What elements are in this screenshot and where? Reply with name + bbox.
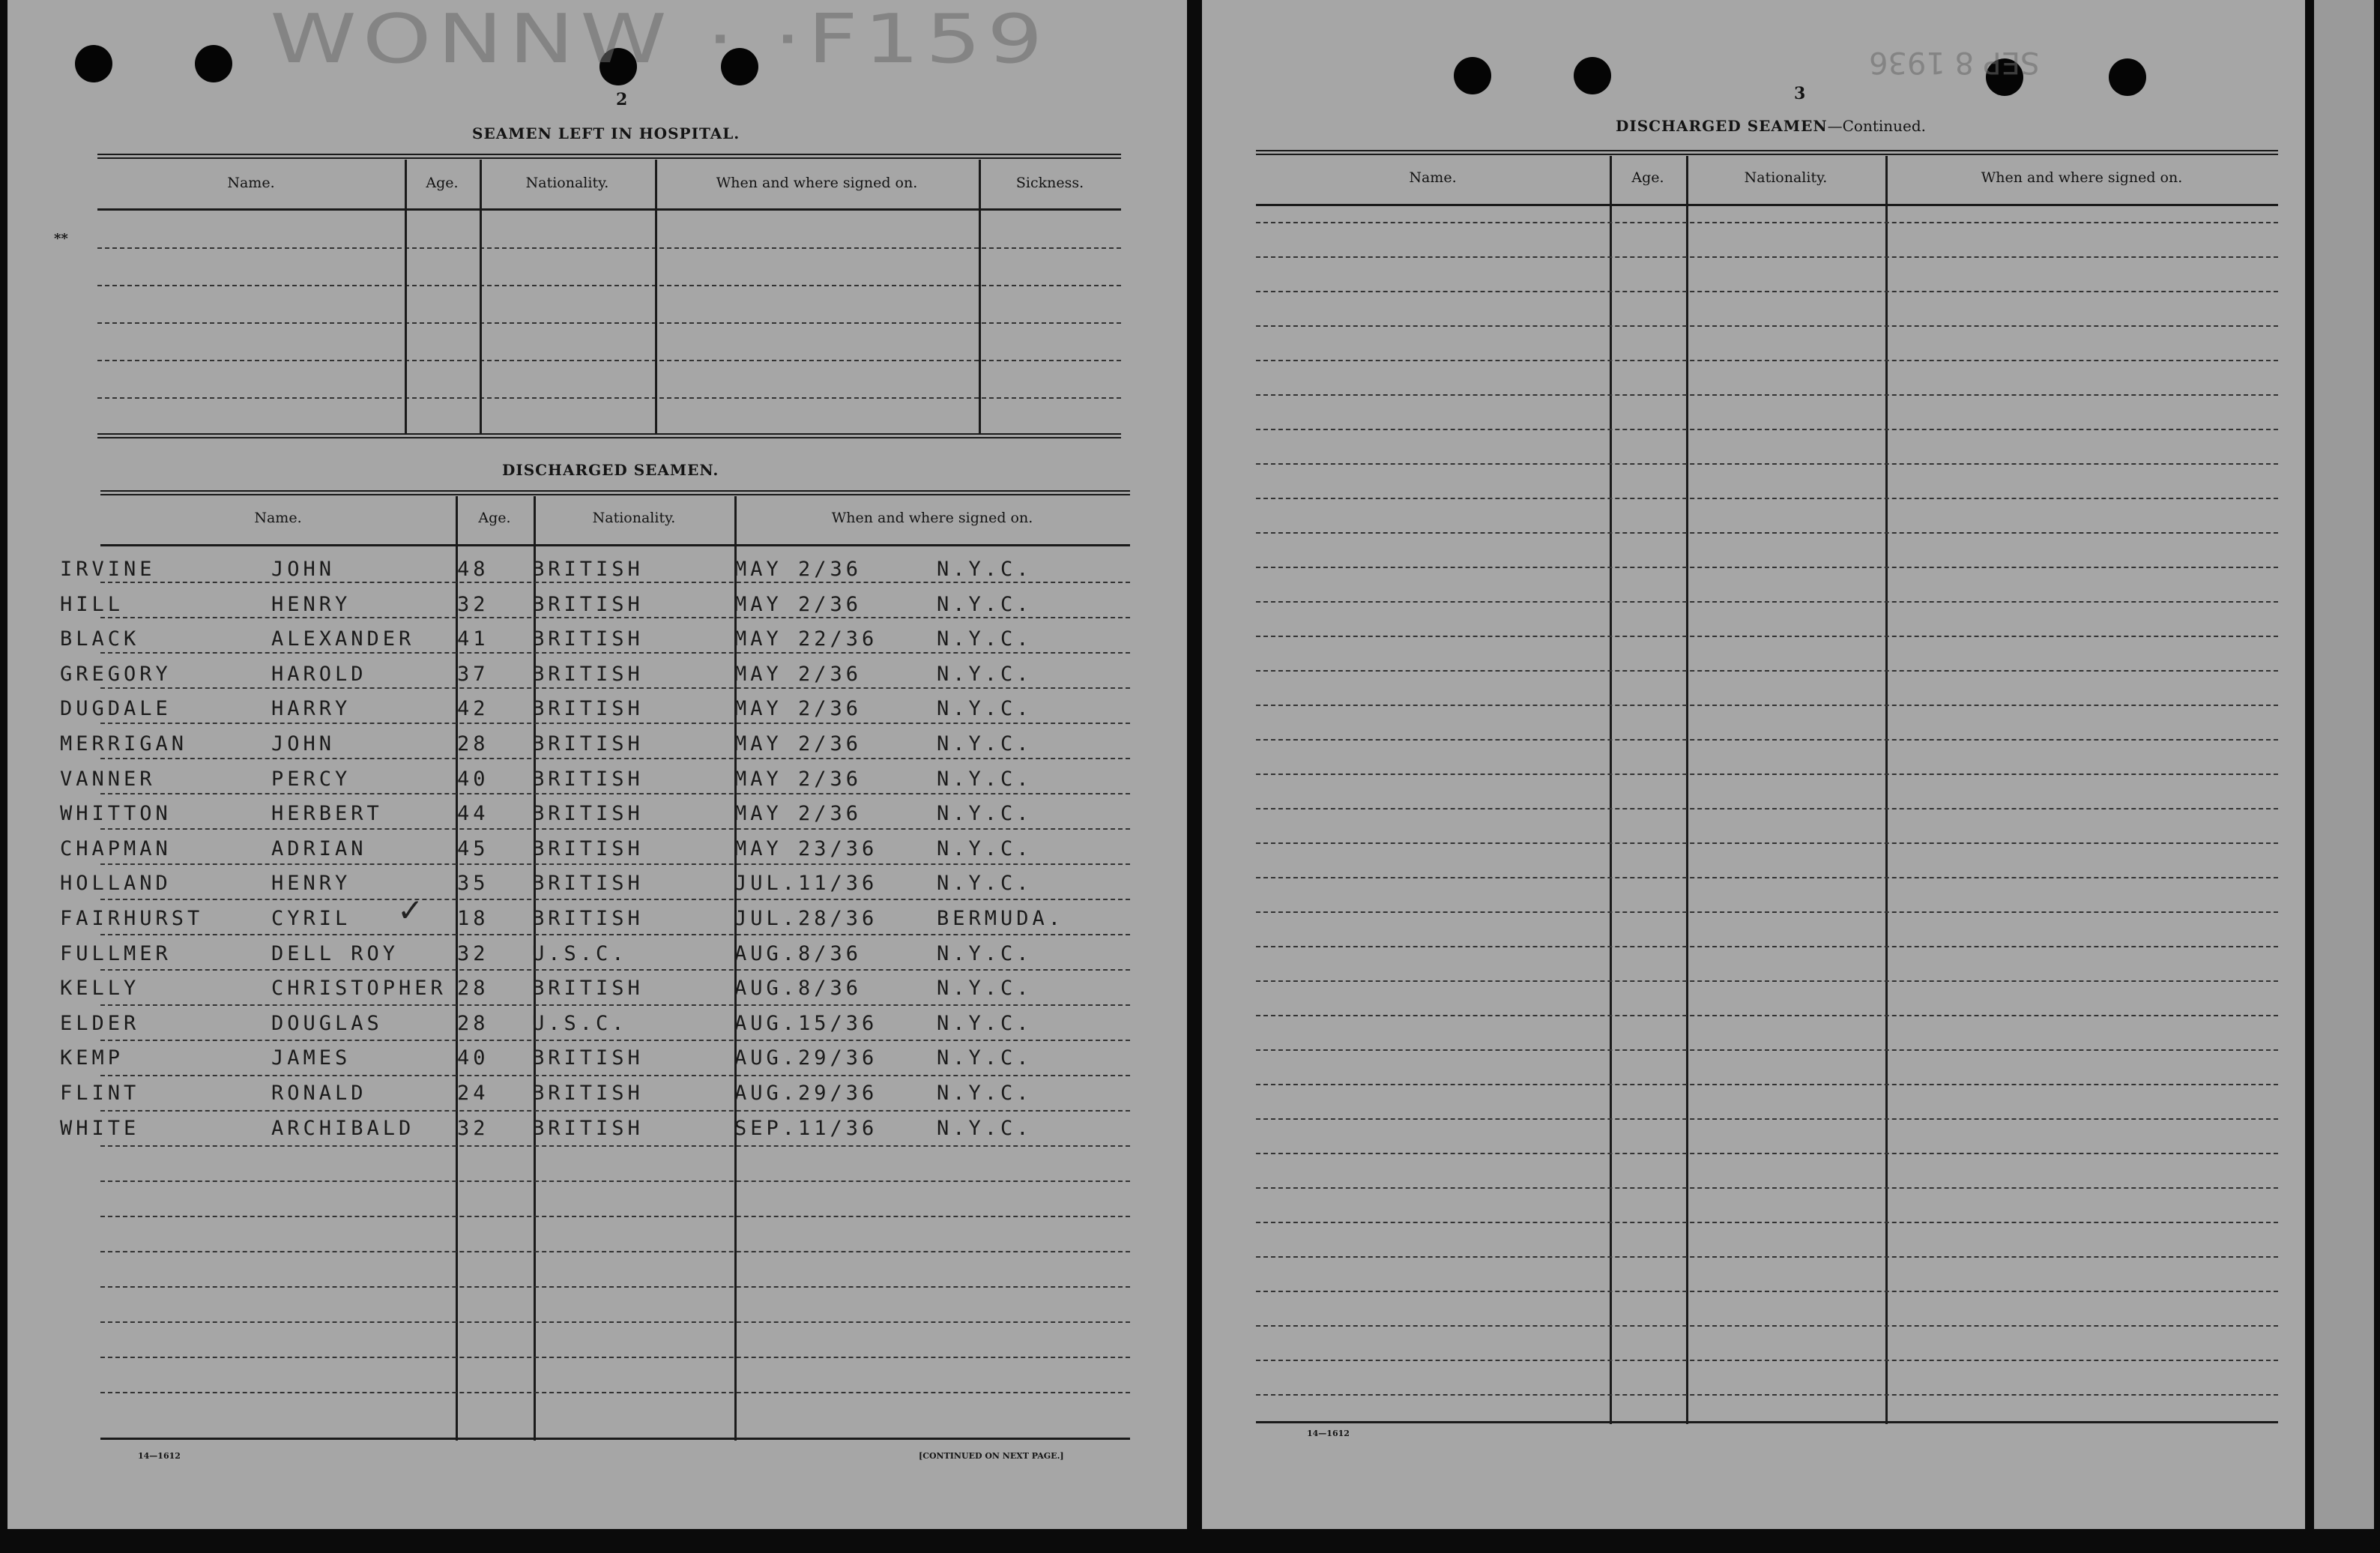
punch-hole	[2109, 58, 2146, 96]
table-row	[7, 658, 1187, 693]
cell-date: MAY 2/36	[734, 558, 863, 581]
cell-age: 28	[457, 977, 489, 1001]
cell-date: MAY 2/36	[734, 732, 863, 756]
cell-surname: ELDER	[60, 1011, 140, 1035]
table-row	[7, 867, 1187, 902]
cell-nationality: BRITISH	[532, 977, 644, 1001]
cell-date: MAY 2/36	[734, 697, 863, 721]
ruled-line	[1256, 325, 2278, 327]
table-row	[7, 938, 1187, 972]
ruled-line	[1256, 1222, 2278, 1223]
cell-nationality: BRITISH	[532, 697, 644, 721]
cell-nationality: BRITISH	[532, 767, 644, 791]
discharged-section-title: DISCHARGED SEAMEN.	[502, 461, 719, 479]
ruled-line	[1256, 739, 2278, 741]
page-number: 2	[616, 90, 628, 109]
table-row	[7, 797, 1187, 832]
ruled-line	[1256, 1084, 2278, 1085]
cell-given: RONALD	[271, 1082, 367, 1105]
header-age: Age.	[426, 175, 459, 191]
cell-surname: FAIRHURST	[60, 907, 204, 930]
cell-place: N.Y.C.	[937, 836, 1033, 860]
cell-given: HENRY	[271, 592, 351, 616]
ruled-line	[1256, 1325, 2278, 1327]
cell-age: 28	[457, 1011, 489, 1035]
header-nationality: Nationality.	[525, 175, 609, 191]
cell-given: DOUGLAS	[271, 1011, 383, 1035]
table-row	[7, 972, 1187, 1007]
title-main: DISCHARGED SEAMEN	[1616, 117, 1828, 135]
ruled-line	[1256, 256, 2278, 258]
cell-age: 40	[457, 1046, 489, 1070]
table-row	[7, 1077, 1187, 1112]
hospital-section-title: SEAMEN LEFT IN HOSPITAL.	[472, 124, 740, 142]
cell-date: MAY 2/36	[734, 767, 863, 791]
cell-given: HERBERT	[271, 802, 383, 826]
cell-age: 32	[457, 1116, 489, 1140]
cell-given: HAROLD	[271, 662, 367, 686]
table-row	[7, 728, 1187, 762]
cell-nationality: BRITISH	[532, 558, 644, 581]
ruled-line	[1256, 1291, 2278, 1292]
cell-place: N.Y.C.	[937, 592, 1033, 616]
table-row	[7, 763, 1187, 797]
cell-nationality: U.S.C.	[532, 1011, 628, 1035]
cell-given: JOHN	[271, 558, 336, 581]
cell-place: N.Y.C.	[937, 872, 1033, 896]
header-nationality: Nationality.	[1744, 169, 1828, 186]
header-name: Name.	[227, 175, 275, 191]
cell-surname: KEMP	[60, 1046, 124, 1070]
cell-given: HENRY	[271, 872, 351, 896]
cell-place: N.Y.C.	[937, 732, 1033, 756]
cell-given: HARRY	[271, 697, 351, 721]
table-row	[7, 1112, 1187, 1147]
ruled-line	[1256, 532, 2278, 534]
bleed-through-handwriting: WONNW · ·F159	[270, 0, 1049, 79]
cell-nationality: BRITISH	[532, 836, 644, 860]
cell-age: 41	[457, 627, 489, 651]
cell-nationality: U.S.C.	[532, 941, 628, 965]
cell-date: MAY 2/36	[734, 592, 863, 616]
ruled-line	[1256, 360, 2278, 361]
ruled-line	[1256, 1118, 2278, 1120]
cell-nationality: BRITISH	[532, 732, 644, 756]
cell-surname: FULLMER	[60, 941, 172, 965]
cell-age: 48	[457, 558, 489, 581]
cell-nationality: BRITISH	[532, 627, 644, 651]
page-number: 3	[1794, 84, 1806, 103]
cell-nationality: BRITISH	[532, 907, 644, 930]
cell-place: N.Y.C.	[937, 1011, 1033, 1035]
cell-age: 35	[457, 872, 489, 896]
continued-table	[1256, 150, 2278, 1424]
ruled-line	[1256, 842, 2278, 844]
cell-given: PERCY	[271, 767, 351, 791]
hospital-marker: **	[54, 231, 68, 247]
ruled-line	[1256, 705, 2278, 706]
ruled-line	[1256, 222, 2278, 223]
cell-age: 45	[457, 836, 489, 860]
ruled-line	[1256, 1394, 2278, 1396]
cell-surname: CHAPMAN	[60, 836, 172, 860]
cell-place: N.Y.C.	[937, 1046, 1033, 1070]
cell-date: AUG.8/36	[734, 941, 863, 965]
cell-surname: HOLLAND	[60, 872, 172, 896]
cell-given: CHRISTOPHER	[271, 977, 447, 1001]
cell-age: 42	[457, 697, 489, 721]
cell-place: N.Y.C.	[937, 1082, 1033, 1105]
cell-given: JOHN	[271, 732, 336, 756]
form-number: 14—1612	[138, 1451, 181, 1461]
table-row	[7, 1007, 1187, 1042]
page-edge	[2314, 0, 2374, 1529]
ruled-line	[1256, 498, 2278, 499]
header-signed-on: When and where signed on.	[831, 510, 1033, 526]
ruled-line	[1256, 1360, 2278, 1361]
cell-surname: FLINT	[60, 1082, 140, 1105]
cell-place: N.Y.C.	[937, 1116, 1033, 1140]
header-signed-on: When and where signed on.	[716, 175, 918, 191]
cell-given: DELL ROY	[271, 941, 399, 965]
form-number: 14—1612	[1307, 1429, 1350, 1438]
cell-age: 18	[457, 907, 489, 930]
table-row	[7, 553, 1187, 588]
cell-surname: VANNER	[60, 767, 156, 791]
cell-place: N.Y.C.	[937, 802, 1033, 826]
cell-date: SEP.11/36	[734, 1116, 878, 1140]
cell-date: AUG.29/36	[734, 1082, 878, 1105]
ruled-line	[1256, 601, 2278, 603]
cell-place: N.Y.C.	[937, 697, 1033, 721]
cell-surname: KELLY	[60, 977, 140, 1001]
punch-hole	[1454, 57, 1491, 94]
discharged-rows	[7, 0, 1187, 1529]
cell-given: ADRIAN	[271, 836, 367, 860]
ruled-line	[1256, 980, 2278, 982]
cell-given: ARCHIBALD	[271, 1116, 415, 1140]
header-name: Name.	[1409, 169, 1457, 186]
cell-surname: MERRIGAN	[60, 732, 188, 756]
right-section-title	[1616, 117, 1926, 135]
table-row	[7, 623, 1187, 657]
cell-place: BERMUDA.	[937, 907, 1065, 930]
cell-surname: BLACK	[60, 627, 140, 651]
ruled-line	[1256, 291, 2278, 292]
cell-place: N.Y.C.	[937, 627, 1033, 651]
header-signed-on: When and where signed on.	[1981, 169, 2183, 186]
table-row	[7, 892, 1187, 937]
header-sickness: Sickness.	[1015, 175, 1084, 191]
ruled-line	[1256, 946, 2278, 947]
cell-surname: HILL	[60, 592, 124, 616]
cell-date: JUL.11/36	[734, 872, 878, 896]
cell-nationality: BRITISH	[532, 592, 644, 616]
ruled-line	[1256, 1153, 2278, 1154]
header-nationality: Nationality.	[592, 510, 676, 526]
ruled-line	[1256, 636, 2278, 637]
cell-surname: IRVINE	[60, 558, 156, 581]
ruled-line	[1256, 429, 2278, 430]
header-age: Age.	[478, 510, 511, 526]
cell-nationality: BRITISH	[532, 1046, 644, 1070]
cell-place: N.Y.C.	[937, 767, 1033, 791]
table-row	[7, 1042, 1187, 1076]
ruled-line	[1256, 774, 2278, 775]
ruled-line	[1256, 463, 2278, 465]
ruled-line	[1256, 1049, 2278, 1051]
table-row	[7, 693, 1187, 727]
cell-nationality: BRITISH	[532, 872, 644, 896]
cell-place: N.Y.C.	[937, 977, 1033, 1001]
ruled-line	[1256, 1015, 2278, 1016]
ruled-line	[1256, 1256, 2278, 1258]
cell-date: MAY 2/36	[734, 802, 863, 826]
left-page	[7, 0, 1187, 1529]
cell-surname: WHITTON	[60, 802, 172, 826]
cell-surname: WHITE	[60, 1116, 140, 1140]
cell-age: 32	[457, 592, 489, 616]
ruled-line	[1256, 808, 2278, 809]
cell-date: MAY 2/36	[734, 662, 863, 686]
ruled-line	[1256, 394, 2278, 396]
cell-given: JAMES	[271, 1046, 351, 1070]
cell-place: N.Y.C.	[937, 662, 1033, 686]
cell-age: 44	[457, 802, 489, 826]
ruled-line	[1256, 911, 2278, 913]
header-age: Age.	[1631, 169, 1664, 186]
cell-date: AUG.15/36	[734, 1011, 878, 1035]
cell-given: ALEXANDER	[271, 627, 415, 651]
cell-surname: GREGORY	[60, 662, 172, 686]
ruled-line	[1256, 567, 2278, 568]
cell-nationality: BRITISH	[532, 662, 644, 686]
bleed-through-stamp: SEP 8 1936	[1869, 45, 2040, 79]
ruled-line	[1256, 670, 2278, 672]
cell-nationality: BRITISH	[532, 1116, 644, 1140]
cell-date: JUL.28/36	[734, 907, 878, 930]
cell-date: MAY 23/36	[734, 836, 878, 860]
ruled-line	[1256, 877, 2278, 878]
cell-date: AUG.8/36	[734, 977, 863, 1001]
cell-date: AUG.29/36	[734, 1046, 878, 1070]
cell-place: N.Y.C.	[937, 558, 1033, 581]
punch-hole	[1574, 57, 1611, 94]
table-bottom-line	[1256, 1421, 2278, 1423]
table-row	[7, 588, 1187, 623]
continued-note: [CONTINUED ON NEXT PAGE.]	[919, 1451, 1064, 1461]
cell-surname: DUGDALE	[60, 697, 172, 721]
cell-age: 24	[457, 1082, 489, 1105]
cell-age: 37	[457, 662, 489, 686]
ruled-line	[1256, 1187, 2278, 1189]
cell-given: CYRIL	[271, 907, 351, 930]
header-name: Name.	[254, 510, 302, 526]
cell-place: N.Y.C.	[937, 941, 1033, 965]
cell-age: 28	[457, 732, 489, 756]
table-row	[7, 833, 1187, 867]
right-page	[1202, 0, 2305, 1529]
cell-nationality: BRITISH	[532, 802, 644, 826]
cell-date: MAY 22/36	[734, 627, 878, 651]
title-suffix: —Continued.	[1827, 117, 1927, 135]
cell-nationality: BRITISH	[532, 1082, 644, 1105]
cell-age: 32	[457, 941, 489, 965]
check-mark-icon: ✓	[397, 892, 424, 929]
cell-age: 40	[457, 767, 489, 791]
